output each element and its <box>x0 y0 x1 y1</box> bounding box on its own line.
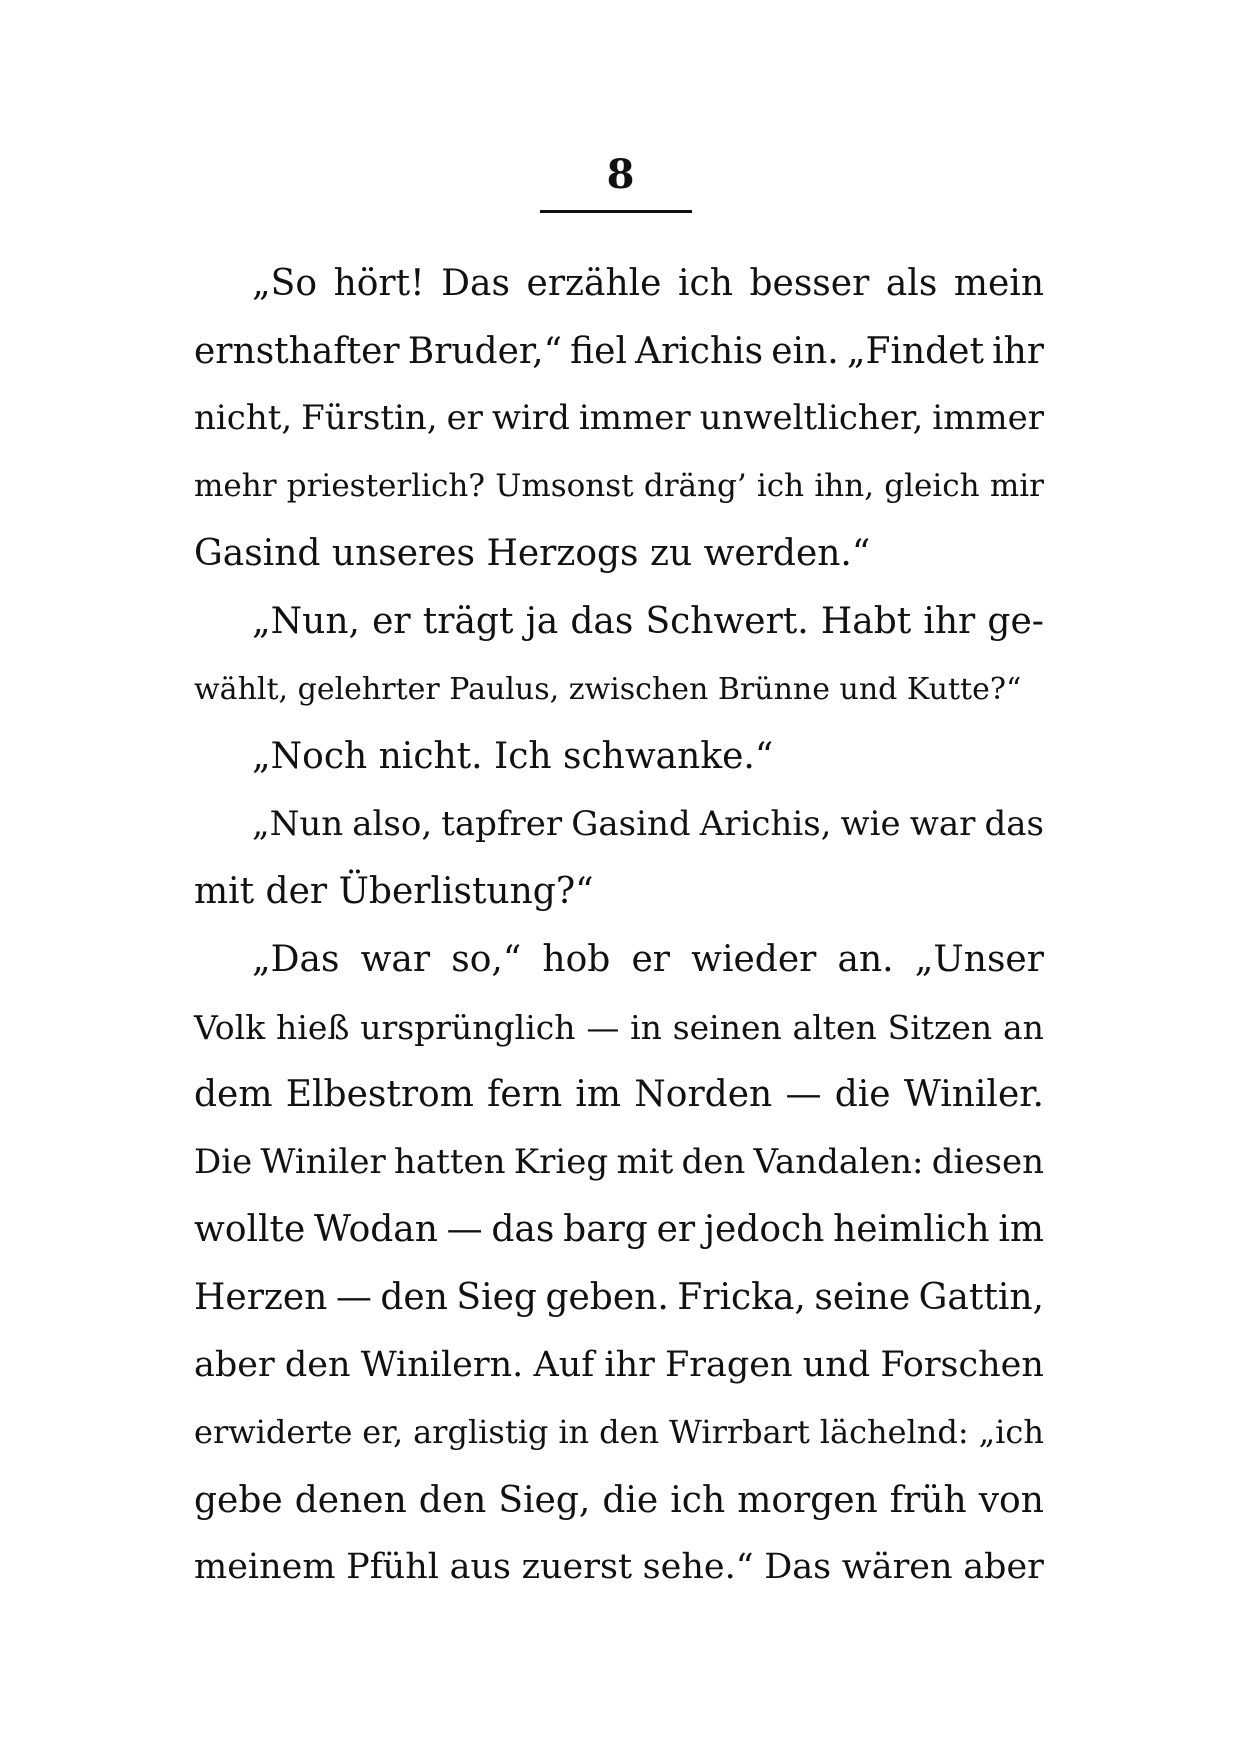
word: mein <box>953 263 1044 304</box>
word: gebe <box>194 1479 283 1521</box>
word: Herzen <box>194 1276 328 1318</box>
word: Fragen <box>665 1344 793 1385</box>
word: — <box>785 1074 822 1116</box>
word: „So <box>252 263 317 304</box>
word: mehr <box>194 467 277 504</box>
word: er, <box>362 1413 404 1452</box>
word: Winiler <box>260 1141 386 1182</box>
word: er <box>631 938 670 980</box>
word: „Das <box>252 938 340 980</box>
word: mir <box>989 467 1044 504</box>
word: „Nun <box>252 803 344 844</box>
text-line <box>194 656 1044 724</box>
word: Elbestrom <box>285 1074 474 1116</box>
word: und <box>802 1344 871 1385</box>
word: das <box>570 600 634 642</box>
word: ja <box>525 600 559 642</box>
text-line <box>194 1467 1044 1535</box>
text-line <box>194 588 1044 656</box>
word: das <box>984 803 1044 844</box>
text-line <box>194 926 1044 994</box>
word: hört! <box>333 263 425 304</box>
word: wird <box>491 398 570 439</box>
word: Gasind <box>571 803 691 844</box>
text-line <box>194 1399 1044 1467</box>
word: priesterlich? <box>286 467 485 504</box>
word: geben. <box>545 1276 669 1318</box>
word: Wirrbart <box>669 1413 810 1452</box>
word: tapfrer <box>441 803 563 844</box>
text-line <box>194 520 1044 588</box>
word: trägt <box>422 600 514 642</box>
word: den <box>599 1413 660 1452</box>
text-line <box>194 994 1044 1062</box>
word: ihr <box>992 330 1044 372</box>
word: also, <box>352 803 433 844</box>
word: wieder <box>691 938 817 980</box>
word: er <box>372 600 411 642</box>
word: er <box>446 398 483 439</box>
word: Gasind unseres Herzogs zu werden.“ <box>194 533 871 575</box>
page-number: 8 <box>606 151 635 198</box>
word: Bruder,“ <box>407 330 563 372</box>
word: mit <box>616 1141 674 1182</box>
word: aus <box>449 1547 511 1588</box>
word: Krieg <box>513 1141 609 1182</box>
text-line <box>194 453 1044 521</box>
text-line <box>194 318 1044 386</box>
word: an <box>1002 1007 1044 1047</box>
word: „Nun, <box>252 600 360 642</box>
word: hatten <box>394 1141 506 1182</box>
text-line <box>194 1332 1044 1400</box>
text-line <box>194 1534 1044 1602</box>
word: denen <box>294 1479 407 1521</box>
word: aber <box>963 1547 1044 1588</box>
word: heimlich <box>833 1209 990 1251</box>
word: im <box>998 1209 1044 1251</box>
word: ihn, <box>814 467 875 504</box>
word: aber <box>194 1344 275 1385</box>
word: an. <box>837 938 894 980</box>
text-line <box>194 250 1044 318</box>
word: „Noch nicht. Ich schwanke.“ <box>252 736 774 778</box>
word: die <box>834 1074 891 1116</box>
word: Fürstin, <box>301 398 438 439</box>
word: Auf <box>533 1344 595 1385</box>
word: alten <box>792 1007 877 1047</box>
word: er <box>656 1209 696 1251</box>
word: Das <box>441 263 510 304</box>
word: fern <box>487 1074 563 1116</box>
word: als <box>885 263 938 304</box>
word: lächelnd: <box>819 1413 969 1452</box>
word: seine <box>814 1276 911 1318</box>
word: Winiler. <box>903 1074 1044 1116</box>
word: den <box>284 1344 351 1385</box>
word: im <box>575 1074 622 1116</box>
word: Umsonst <box>495 467 634 504</box>
word: sehe.“ <box>642 1547 754 1588</box>
word: immer <box>932 398 1044 439</box>
word: barg <box>563 1209 648 1251</box>
word: dem <box>194 1074 273 1116</box>
word: Fricka, <box>677 1276 806 1318</box>
word: ich <box>678 263 733 304</box>
word: Volk <box>194 1007 266 1047</box>
word: fiel <box>570 330 627 372</box>
word: immer <box>578 398 691 439</box>
word: dräng’ <box>643 467 747 504</box>
word: unweltlicher, <box>699 398 924 439</box>
word: ihr <box>923 600 976 642</box>
word: Das <box>764 1547 832 1588</box>
word: zuerst <box>521 1547 633 1588</box>
word: arglistig <box>413 1413 549 1452</box>
word: die <box>602 1479 659 1521</box>
word: jedoch <box>703 1209 825 1251</box>
word: wollte <box>194 1209 306 1251</box>
word: Die <box>194 1141 253 1182</box>
word: hob <box>542 938 611 980</box>
body-text <box>194 250 1044 1602</box>
word: ich <box>670 1479 726 1521</box>
word: in <box>630 1007 662 1047</box>
word: wie <box>840 803 901 844</box>
word: Gattin, <box>918 1276 1044 1318</box>
word: war <box>909 803 976 844</box>
word: erwiderte <box>194 1413 353 1452</box>
word: ernsthafter <box>194 330 400 372</box>
word: — <box>335 1276 372 1318</box>
text-line <box>194 1061 1044 1129</box>
word: den <box>681 1141 746 1182</box>
word: Arichis <box>635 330 764 372</box>
text-line <box>194 858 1044 926</box>
word: wählt, gelehrter Paulus, zwischen Brünne und Kutte?“ <box>194 671 1022 707</box>
word: Sieg, <box>498 1479 591 1521</box>
word: besser <box>749 263 870 304</box>
text-line <box>194 1196 1044 1264</box>
text-line <box>194 1264 1044 1332</box>
word: diesen <box>931 1141 1044 1182</box>
text-line <box>194 723 1044 791</box>
word: in <box>558 1413 590 1452</box>
word: ge- <box>987 600 1044 642</box>
text-line <box>194 1129 1044 1197</box>
word: Sieg <box>456 1276 537 1318</box>
word: ursprünglich <box>360 1007 576 1047</box>
word: — <box>446 1209 483 1251</box>
word: war <box>360 938 431 980</box>
word: Sitzen <box>887 1007 993 1047</box>
text-line <box>194 385 1044 453</box>
word: seinen <box>672 1007 782 1047</box>
word: Schwert. <box>645 600 809 642</box>
word: Habt <box>820 600 912 642</box>
word: den <box>418 1479 487 1521</box>
word: erzähle <box>526 263 662 304</box>
word: Pfühl <box>346 1547 439 1588</box>
word: morgen <box>737 1479 878 1521</box>
word: Winilern. <box>360 1344 524 1385</box>
word: Wodan <box>314 1209 438 1251</box>
word: das <box>491 1209 555 1251</box>
word: „ich <box>978 1413 1044 1452</box>
word: Arichis, <box>699 803 832 844</box>
word: ihr <box>604 1344 655 1385</box>
word: früh <box>889 1479 967 1521</box>
word: von <box>978 1479 1044 1521</box>
word: Forschen <box>880 1344 1044 1385</box>
word: „Findet <box>846 330 984 372</box>
word: mit der Überlistung?“ <box>194 871 594 913</box>
word: „Unser <box>914 938 1044 980</box>
word: den <box>380 1276 448 1318</box>
word: so,“ <box>451 938 522 980</box>
word: gleich <box>884 467 980 504</box>
text-line <box>194 791 1044 859</box>
word: nicht, <box>194 398 293 439</box>
word: Vandalen: <box>753 1141 924 1182</box>
word: ein. <box>771 330 839 372</box>
word: ich <box>756 467 805 504</box>
word: wären <box>841 1547 953 1588</box>
page-number-rule <box>540 210 692 213</box>
word: — <box>586 1007 620 1047</box>
word: Norden <box>634 1074 773 1116</box>
word: hieß <box>276 1007 350 1047</box>
word: meinem <box>194 1547 336 1588</box>
